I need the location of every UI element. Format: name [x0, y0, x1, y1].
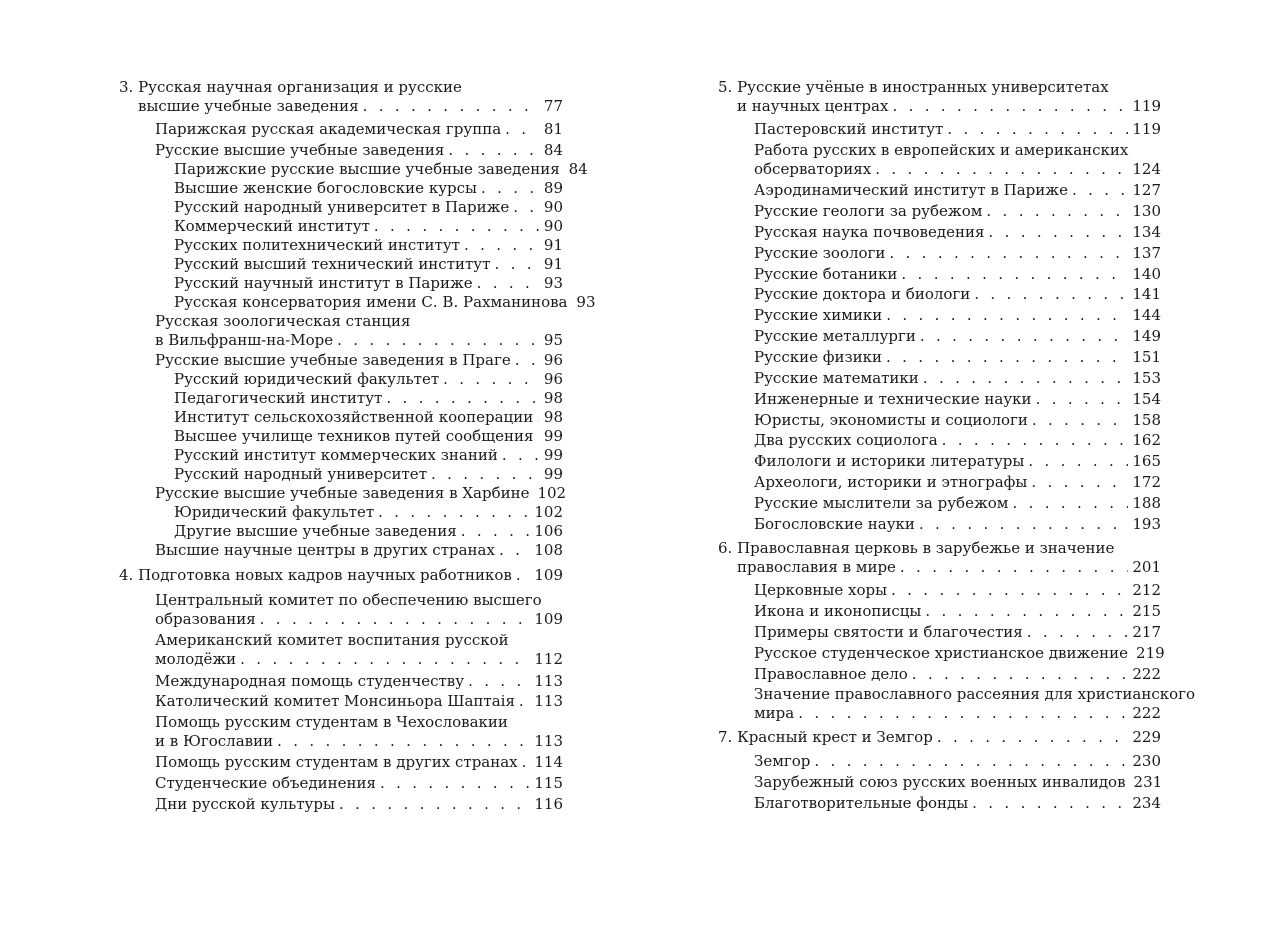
- dot-leader: [919, 515, 1128, 534]
- toc-entry-title: Помощь русским студентам в других странах: [155, 753, 518, 771]
- toc-page-number: 222: [1132, 704, 1161, 722]
- toc-entry-title: Примеры святости и благочестия: [754, 623, 1023, 641]
- toc-page-number: 113: [534, 732, 563, 750]
- toc-entry-title: 3. Русская научная организация и русские: [119, 78, 462, 96]
- toc-entry-title: Русские высшие учебные заведения в Праге: [155, 351, 511, 369]
- dot-leader: [1036, 390, 1129, 409]
- toc-entry: [119, 389, 563, 408]
- toc-entry-title: Земгор: [754, 752, 811, 770]
- dot-leader: [513, 198, 539, 217]
- toc-page-number: 89: [543, 179, 563, 197]
- toc-page-number: 93: [543, 274, 563, 292]
- toc-entry: [119, 795, 563, 814]
- toc-entry-title: Коммерческий институт: [174, 217, 370, 235]
- toc-entry: [718, 327, 1161, 346]
- toc-chapter: [119, 566, 563, 585]
- dot-leader: [889, 244, 1128, 263]
- dot-leader: [891, 581, 1128, 600]
- toc-entry: [718, 794, 1161, 813]
- dot-leader: [1031, 473, 1128, 492]
- toc-entry: [119, 160, 588, 179]
- dot-leader: [468, 672, 530, 691]
- toc-entry-title: Русский народный университет в Париже: [174, 198, 510, 216]
- toc-entry: [718, 665, 1161, 684]
- toc-page-number: 140: [1132, 265, 1161, 283]
- toc-page-number: 149: [1132, 327, 1161, 345]
- toc-entry-title: мира: [754, 704, 795, 722]
- toc-entry: [718, 285, 1161, 304]
- toc-entry: [718, 685, 1196, 723]
- toc-page-number: 77: [543, 97, 563, 115]
- toc-entry: [718, 390, 1161, 409]
- dot-leader: [892, 97, 1128, 116]
- toc-entry: [718, 602, 1161, 621]
- toc-page-number: 98: [543, 389, 563, 407]
- dot-leader: [942, 431, 1129, 450]
- toc-entry: [119, 427, 563, 446]
- dot-leader: [337, 331, 539, 350]
- toc-entry-title: Археологи, историки и этнографы: [754, 473, 1028, 491]
- toc-entry-title: Русские геологи за рубежом: [754, 202, 983, 220]
- toc-chapter: [119, 78, 563, 116]
- toc-page-number: 219: [1136, 644, 1165, 662]
- toc-entry-title: Благотворительные фонды: [754, 794, 969, 812]
- toc-page-number: 124: [1132, 160, 1161, 178]
- toc-page-number: 106: [534, 522, 563, 540]
- toc-entry-title: 6. Православная церковь в зарубежье и значение: [718, 539, 1115, 557]
- toc-page-number: 109: [534, 566, 563, 584]
- dot-leader: [798, 704, 1128, 723]
- toc-entry: [119, 141, 563, 160]
- toc-entry: [119, 484, 567, 503]
- toc-entry: [718, 348, 1161, 367]
- toc-entry-title: Два русских социолога: [754, 431, 938, 449]
- dot-leader: [920, 327, 1128, 346]
- toc-page-number: 127: [1132, 181, 1161, 199]
- toc-page-number: 115: [534, 774, 563, 792]
- toc-entry: [119, 541, 563, 560]
- toc-page-number: 113: [534, 692, 563, 710]
- toc-page-number: 217: [1132, 623, 1161, 641]
- toc-entry: [718, 581, 1161, 600]
- toc-entry-title: 4. Подготовка новых кадров научных работников: [119, 566, 512, 584]
- toc-entry: [718, 223, 1161, 242]
- toc-entry: [119, 631, 563, 669]
- dot-leader: [519, 692, 530, 711]
- toc-page-number: 201: [1132, 558, 1161, 576]
- toc-page-number: 137: [1132, 244, 1161, 262]
- toc-page-number: 108: [534, 541, 563, 559]
- toc-entry: [718, 473, 1161, 492]
- dot-leader: [986, 202, 1128, 221]
- dot-leader: [380, 774, 530, 793]
- toc-entry: [119, 120, 563, 139]
- toc-entry-title: Русские математики: [754, 369, 919, 387]
- toc-entry-title: православия в мире: [737, 558, 896, 576]
- toc-entry-title: молодёжи: [155, 650, 237, 668]
- dot-leader: [886, 306, 1128, 325]
- toc-entry-title: Значение православного рассеяния для христианского: [754, 685, 1196, 703]
- dot-leader: [1012, 494, 1128, 513]
- toc-entry: [119, 351, 563, 370]
- toc-entry: [119, 217, 563, 236]
- toc-entry: [119, 503, 563, 522]
- toc-page-number: 162: [1132, 431, 1161, 449]
- toc-entry-title: Русские металлурги: [754, 327, 916, 345]
- toc-page-number: 99: [543, 446, 563, 464]
- dot-leader: [537, 427, 539, 446]
- toc-page-number: 130: [1132, 202, 1161, 220]
- dot-leader: [900, 558, 1128, 577]
- toc-entry: [119, 672, 563, 691]
- dot-leader: [923, 369, 1129, 388]
- toc-entry-title: Русские мыслители за рубежом: [754, 494, 1009, 512]
- toc-page-number: 93: [576, 293, 596, 311]
- toc-entry-title: Международная помощь студенчеству: [155, 672, 465, 690]
- toc-entry: [718, 244, 1161, 263]
- dot-leader: [937, 728, 1129, 747]
- toc-page-number: 109: [534, 610, 563, 628]
- toc-page-number: 141: [1132, 285, 1161, 303]
- toc-entry: [718, 306, 1161, 325]
- toc-entry-title: Дни русской культуры: [155, 795, 335, 813]
- toc-entry: [718, 644, 1165, 663]
- toc-page-number: 114: [534, 753, 563, 771]
- toc-page-number: 81: [543, 120, 563, 138]
- toc-entry: [119, 236, 563, 255]
- toc-page-number: 116: [534, 795, 563, 813]
- dot-leader: [260, 610, 531, 629]
- dot-leader: [947, 120, 1128, 139]
- dot-leader: [886, 348, 1128, 367]
- toc-entry-title: Русские химики: [754, 306, 883, 324]
- toc-page-number: 119: [1132, 97, 1161, 115]
- toc-entry-title: Зарубежный союз русских военных инвалидов: [754, 773, 1126, 791]
- toc-entry: [718, 181, 1161, 200]
- toc-entry-title: обсерваториях: [754, 160, 872, 178]
- toc-entry-title: Русская консерватория имени С. В. Рахманинова: [174, 293, 568, 311]
- toc-entry: [119, 408, 563, 427]
- toc-entry: [119, 198, 563, 217]
- toc-page-number: 113: [534, 672, 563, 690]
- toc-entry-title: Высшие научные центры в других странах: [155, 541, 495, 559]
- toc-page-number: 99: [543, 427, 563, 445]
- toc-entry: [119, 753, 563, 772]
- toc-entry-title: Церковные хоры: [754, 581, 888, 599]
- dot-leader: [477, 274, 539, 293]
- dot-leader: [502, 446, 539, 465]
- toc-entry: [718, 773, 1161, 792]
- toc-page-number: 90: [543, 198, 563, 216]
- toc-entry-title: Центральный комитет по обеспечению высшего: [155, 591, 542, 609]
- toc-page-number: 172: [1132, 473, 1161, 491]
- dot-leader: [875, 160, 1128, 179]
- dot-leader: [974, 285, 1128, 304]
- toc-entry: [119, 255, 563, 274]
- toc-entry-title: Русский научный институт в Париже: [174, 274, 473, 292]
- toc-entry-title: Русский высший технический институт: [174, 255, 491, 273]
- dot-leader: [505, 120, 539, 139]
- toc-page-number: 102: [534, 503, 563, 521]
- toc-entry-title: Русские доктора и биологи: [754, 285, 971, 303]
- toc-page-number: 84: [543, 141, 563, 159]
- dot-leader: [448, 141, 539, 160]
- toc-page-number: 96: [543, 370, 563, 388]
- toc-page-number: 98: [543, 408, 563, 426]
- toc-page-number: 212: [1132, 581, 1161, 599]
- toc-entry: [119, 179, 563, 198]
- toc-entry-title: 5. Русские учёные в иностранных университетах: [718, 78, 1109, 96]
- toc-page-number: 193: [1132, 515, 1161, 533]
- toc-page-number: 96: [543, 351, 563, 369]
- toc-page-number: 154: [1132, 390, 1161, 408]
- dot-leader: [972, 794, 1128, 813]
- toc-entry: [119, 293, 596, 312]
- toc-entry: [718, 452, 1161, 471]
- toc-entry: [718, 431, 1161, 450]
- dot-leader: [1027, 623, 1129, 642]
- dot-leader: [912, 665, 1129, 684]
- toc-entry-title: Русская зоологическая станция: [155, 312, 411, 330]
- toc-entry: [119, 465, 563, 484]
- toc-entry-title: Католический комитет Монсиньора Шаптаiя: [155, 692, 515, 710]
- dot-leader: [522, 753, 531, 772]
- toc-entry-title: Русская наука почвоведения: [754, 223, 985, 241]
- toc-page-number: 151: [1132, 348, 1161, 366]
- toc-entry-title: образования: [155, 610, 256, 628]
- toc-entry-title: Парижская русская академическая группа: [155, 120, 502, 138]
- dot-leader: [494, 255, 539, 274]
- toc-entry-title: Помощь русским студентам в Чехословакии: [155, 713, 508, 731]
- toc-entry: [718, 752, 1161, 771]
- toc-page-number: 215: [1132, 602, 1161, 620]
- toc-page-number: 144: [1132, 306, 1161, 324]
- toc-entry: [119, 446, 563, 465]
- dot-leader: [363, 97, 539, 116]
- toc-entry-title: Инженерные и технические науки: [754, 390, 1032, 408]
- toc-entry-title: Парижские русские высшие учебные заведения: [174, 160, 560, 178]
- toc-entry-title: и в Югославии: [155, 732, 274, 750]
- toc-entry: [119, 522, 563, 541]
- dot-leader: [443, 370, 539, 389]
- dot-leader: [537, 408, 539, 427]
- dot-leader: [814, 752, 1128, 771]
- toc-chapter: [718, 728, 1161, 747]
- toc-entry-title: Высшие женские богословские курсы: [174, 179, 477, 197]
- toc-entry-title: 7. Красный крест и Земгор: [718, 728, 933, 746]
- dot-leader: [339, 795, 530, 814]
- toc-entry-title: Высшее училище техников путей сообщения: [174, 427, 534, 445]
- toc-entry: [119, 274, 563, 293]
- toc-entry-title: Русское студенческое христианское движение: [754, 644, 1129, 662]
- toc-entry: [119, 312, 563, 350]
- toc-entry-title: Другие высшие учебные заведения: [174, 522, 457, 540]
- toc-entry: [119, 713, 563, 751]
- toc-entry-title: Русский юридический факультет: [174, 370, 440, 388]
- toc-page-number: 119: [1132, 120, 1161, 138]
- toc-entry: [119, 591, 563, 629]
- toc-entry-title: Русские ботаники: [754, 265, 898, 283]
- toc-entry-title: Русские физики: [754, 348, 883, 366]
- toc-entry: [718, 411, 1161, 430]
- toc-page-number: 188: [1132, 494, 1161, 512]
- toc-page-number: 231: [1133, 773, 1163, 791]
- toc-page-number: 229: [1132, 728, 1161, 746]
- toc-entry-title: Русский народный университет: [174, 465, 427, 483]
- toc-page-number: 102: [537, 484, 567, 502]
- toc-entry-title: Русские зоологи: [754, 244, 886, 262]
- toc-page-number: 112: [534, 650, 563, 668]
- toc-page-number: 91: [543, 236, 563, 254]
- dot-leader: [464, 236, 539, 255]
- toc-entry-title: Русских политехнический институт: [174, 236, 460, 254]
- dot-leader: [374, 217, 539, 236]
- dot-leader: [240, 650, 530, 669]
- toc-page-number: 91: [543, 255, 563, 273]
- toc-page-number: 99: [543, 465, 563, 483]
- dot-leader: [1032, 411, 1128, 430]
- toc-page-number: 222: [1132, 665, 1161, 683]
- toc-entry: [718, 141, 1161, 179]
- toc-chapter: [718, 539, 1161, 577]
- toc-entry-title: Институт сельскохозяйственной кооперации: [174, 408, 534, 426]
- toc-chapter: [718, 78, 1161, 116]
- dot-leader: [516, 566, 531, 585]
- toc-page-number: 90: [543, 217, 563, 235]
- toc-entry-title: Русские высшие учебные заведения в Харбине: [155, 484, 530, 502]
- toc-entry-title: Студенческие объединения: [155, 774, 376, 792]
- dot-leader: [988, 223, 1128, 242]
- toc-entry: [718, 369, 1161, 388]
- dot-leader: [431, 465, 539, 484]
- toc-entry: [718, 494, 1161, 513]
- toc-entry-title: Юристы, экономисты и социологи: [754, 411, 1028, 429]
- toc-page-number: 230: [1132, 752, 1161, 770]
- toc-entry-title: Пастеровский институт: [754, 120, 944, 138]
- toc-entry: [119, 774, 563, 793]
- toc-page-number: 95: [543, 331, 563, 349]
- toc-page-number: 134: [1132, 223, 1161, 241]
- toc-entry-title: и научных центрах: [737, 97, 889, 115]
- toc-page-number: 165: [1132, 452, 1161, 470]
- dot-leader: [901, 265, 1128, 284]
- toc-page-number: 158: [1132, 411, 1161, 429]
- toc-entry: [718, 202, 1161, 221]
- toc-page-number: 84: [568, 160, 588, 178]
- toc-page-number: 153: [1132, 369, 1161, 387]
- dot-leader: [481, 179, 539, 198]
- dot-leader: [515, 351, 539, 370]
- dot-leader: [925, 602, 1128, 621]
- dot-leader: [386, 389, 539, 408]
- toc-entry-title: Русские высшие учебные заведения: [155, 141, 445, 159]
- toc-entry-title: Русский институт коммерческих знаний: [174, 446, 498, 464]
- toc-entry-title: Аэродинамический институт в Париже: [754, 181, 1068, 199]
- toc-entry-title: Юридический факультет: [174, 503, 375, 521]
- toc-entry: [718, 515, 1161, 534]
- toc-entry-title: в Вильфранш-на-Море: [155, 331, 334, 349]
- dot-leader: [1072, 181, 1128, 200]
- toc-entry-title: Работа русских в европейских и американских: [754, 141, 1129, 159]
- toc-entry: [718, 120, 1161, 139]
- toc-entry-title: Педагогический институт: [174, 389, 383, 407]
- dot-leader: [499, 541, 530, 560]
- toc-entry: [119, 692, 563, 711]
- dot-leader: [1028, 452, 1128, 471]
- toc-entry-title: Православное дело: [754, 665, 908, 683]
- toc-entry-title: Богословские науки: [754, 515, 915, 533]
- dot-leader: [378, 503, 530, 522]
- toc-entry-title: Икона и иконописцы: [754, 602, 922, 620]
- toc-page-number: 234: [1132, 794, 1161, 812]
- toc-entry: [718, 623, 1161, 642]
- toc-entry-title: высшие учебные заведения: [138, 97, 359, 115]
- dot-leader: [461, 522, 531, 541]
- dot-leader: [277, 732, 530, 751]
- toc-entry-title: Филологи и историки литературы: [754, 452, 1025, 470]
- toc-entry: [718, 265, 1161, 284]
- toc-entry: [119, 370, 563, 389]
- toc-entry-title: Американский комитет воспитания русской: [155, 631, 509, 649]
